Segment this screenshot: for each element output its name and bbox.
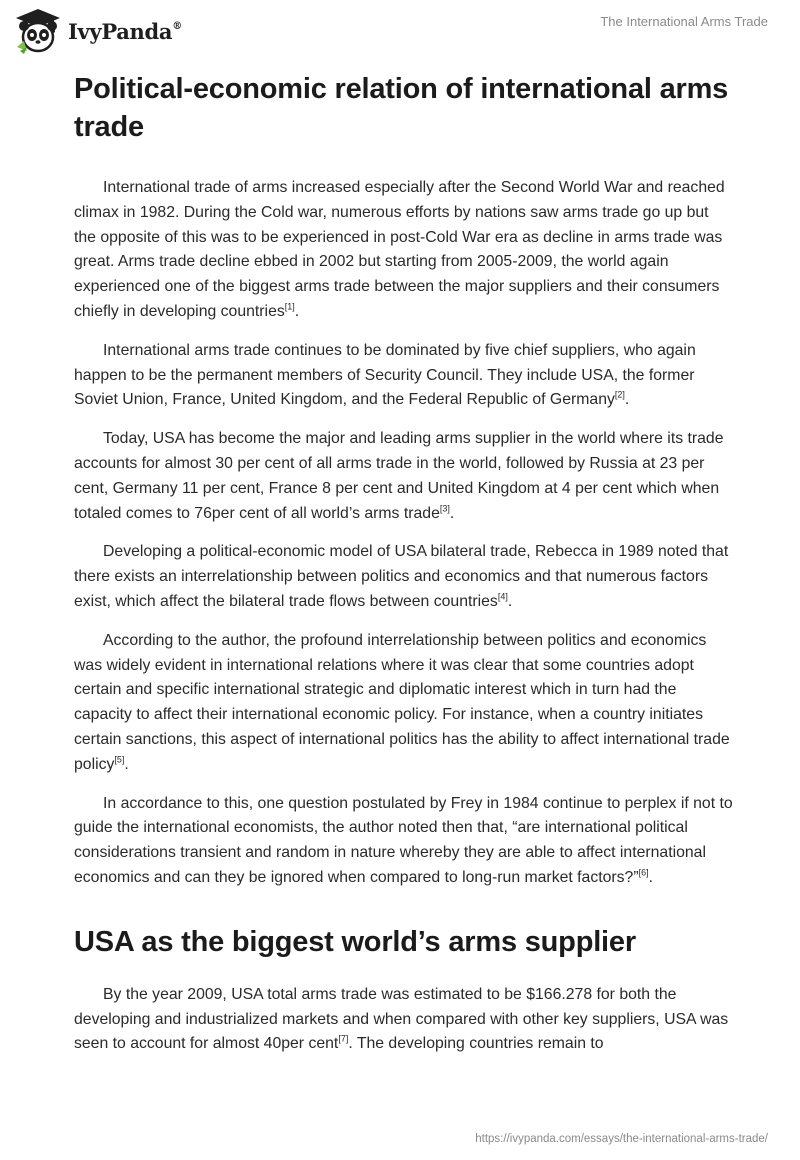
essay-body xyxy=(74,70,734,1071)
footnote-ref[interactable]: [3] xyxy=(439,503,450,514)
paragraph: International arms trade continues to be dominated by five chief suppliers, who again happen to be the permanent members of Security Council. They include USA, the former Soviet Union, France, United Kingdom, and the Federal Republic of Germany[2]. xyxy=(74,341,696,409)
document-title: The International Arms Trade xyxy=(600,14,768,29)
section-heading: Political-economic relation of international arms trade xyxy=(74,73,729,143)
paragraph: Developing a political-economic model of USA bilateral trade, Rebecca in 1989 noted that there exists an interrelationship between politics and economics and that numerous factors exist, which affect the bilateral trade flows between countries[4]. xyxy=(74,543,729,610)
paragraph: By the year 2009, USA total arms trade was estimated to be $166.278 for both the developing and industrialized markets and when compared with other key suppliers, USA was seen to account for almost 40per cent[7]. The developing countries remain to xyxy=(74,985,729,1053)
page-header xyxy=(0,0,800,62)
section-heading: USA as the biggest world’s arms supplier xyxy=(74,925,636,958)
registered-mark: ® xyxy=(172,20,182,32)
footnote-ref[interactable]: [2] xyxy=(614,390,625,401)
footnote-ref[interactable]: [1] xyxy=(284,301,295,312)
paragraph: International trade of arms increased especially after the Second World War and reached climax in 1982. During the Cold war, numerous efforts by nations saw arms trade go up but the opposite of this was to be experienced in post-Cold War era as decline in arms trade was great. Arms trade decline ebbed in 2002 but starting from 2005-2009, the world again experienced one of the biggest arms trade between the major suppliers and their consumers chiefly in developing countries[1]. xyxy=(74,179,725,320)
brand-name: IvyPanda® xyxy=(68,18,182,44)
ivypanda-logo[interactable] xyxy=(14,7,182,55)
paragraph: According to the author, the profound interrelationship between politics and economics was widely evident in international relations where it was clear that some countries adopt certain and specific international strategic and diplomatic interest which in turn had the capacity to affect their international economic policy. For instance, when a country initiates certain sanctions, this aspect of international politics has the ability to affect international trade policy[5]. xyxy=(74,631,730,773)
footnote-ref[interactable]: [4] xyxy=(497,591,508,602)
footnote-ref[interactable]: [6] xyxy=(638,867,649,878)
footnote-ref[interactable]: [5] xyxy=(114,754,125,765)
panda-graduate-icon xyxy=(14,7,62,55)
paragraph: In accordance to this, one question postulated by Frey in 1984 continue to perplex if not to guide the international economists, the author noted then that, “are international political considerations transient and random in nature whereby they are able to affect international economics and can they be ignored when compared to long-run market factors?”[6]. xyxy=(74,794,733,886)
footnote-ref[interactable]: [7] xyxy=(338,1034,349,1045)
source-url[interactable]: https://ivypanda.com/essays/the-international-arms-trade/ xyxy=(475,1133,768,1145)
paragraph: Today, USA has become the major and leading arms supplier in the world where its trade accounts for almost 30 per cent of all arms trade in the world, followed by Russia at 23 per cent, Germany 11 per cent, France 8 per cent and United Kingdom at 4 per cent which when totaled comes to 76per cent of all world’s arms trade[3]. xyxy=(74,430,724,522)
